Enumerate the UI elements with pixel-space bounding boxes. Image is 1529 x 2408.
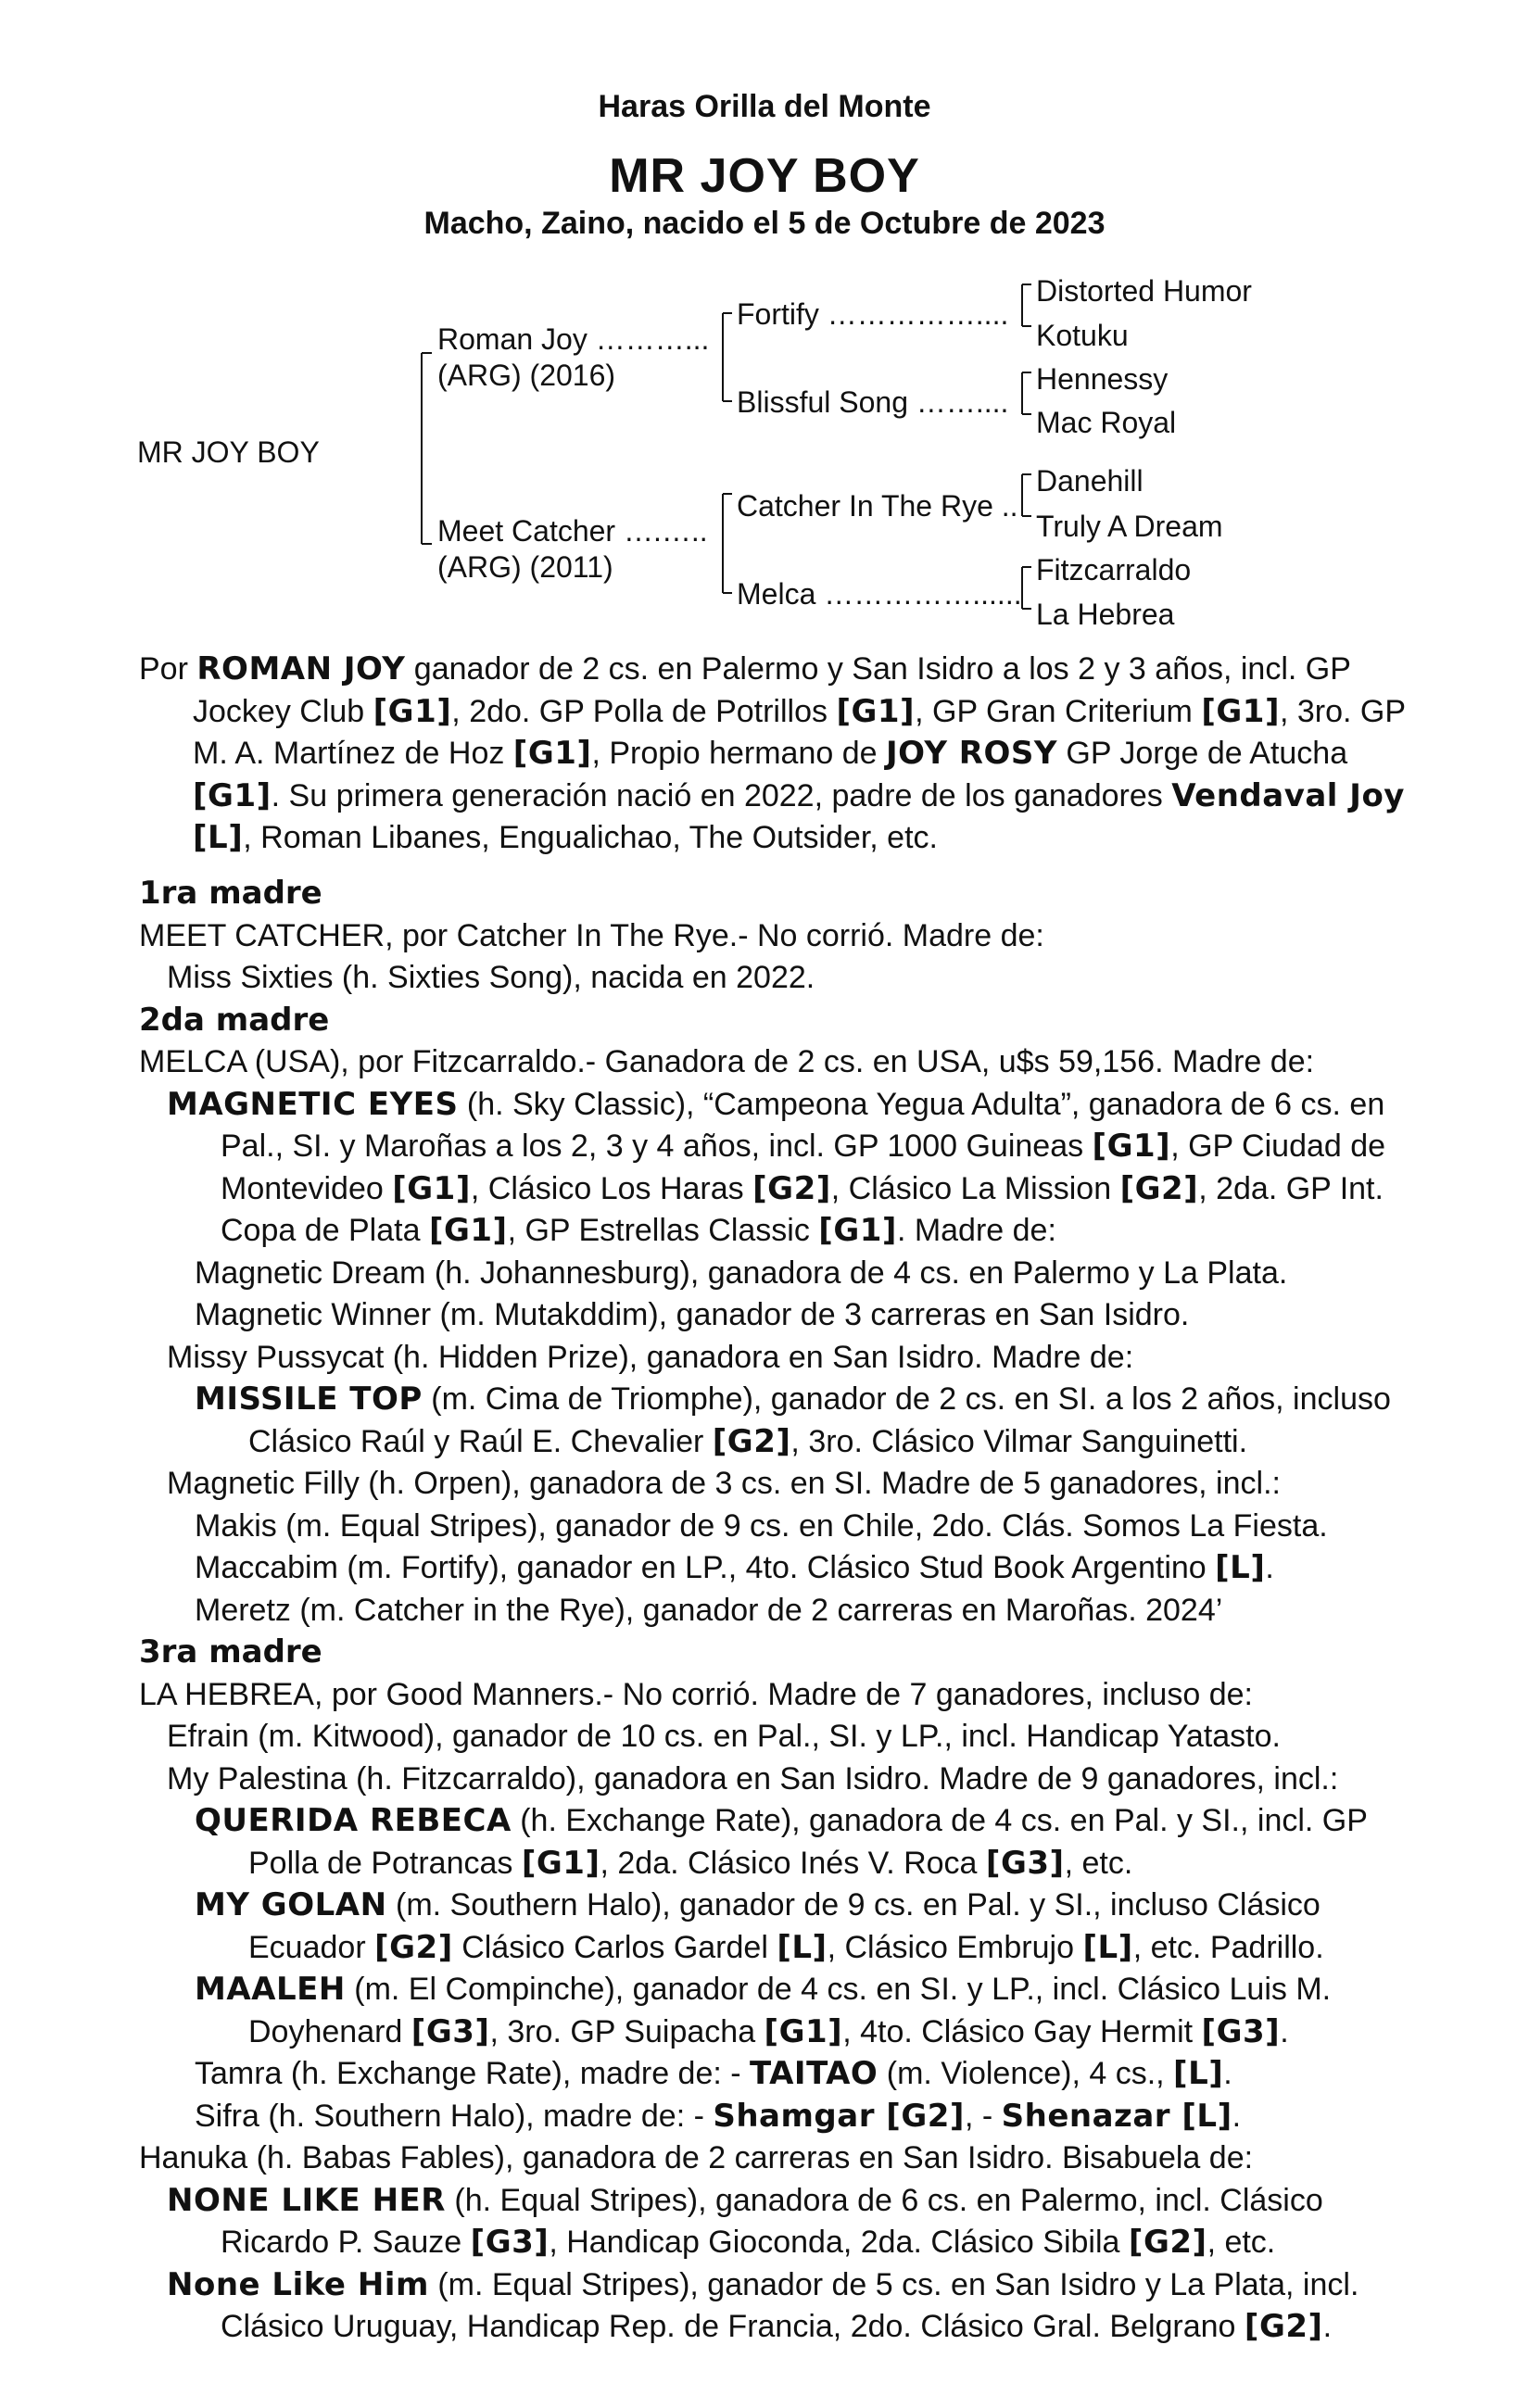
breeder-name: Haras Orilla del Monte — [598, 89, 931, 124]
horse-name-title: MR JOY BOY — [609, 149, 920, 203]
pedigree-dam-sire: Catcher In The Rye .. — [737, 489, 1018, 523]
pedigree-dam: Meet Catcher ….….. — [437, 514, 708, 548]
sire-note — [139, 649, 1409, 860]
pedigree-dam-dam: Melca ……………...... — [737, 577, 1022, 611]
produce-meretz: Meretz (m. Catcher in the Rye), ganador de 2 carreras en Maroñas. 2024’ — [195, 1592, 1223, 1628]
second-dam-line: MELCA (USA), por Fitzcarraldo.- Ganadora de 2 cs. en USA, u$s 59,156. Madre de: — [139, 1044, 1315, 1079]
pedigree-sire-dam: Blissful Song …….... — [737, 385, 1009, 419]
pedigree-ssd: Kotuku — [1036, 319, 1129, 352]
pedigree-dam-info: (ARG) (2011) — [437, 550, 613, 584]
pedigree-sdd: Mac Royal — [1036, 406, 1177, 439]
produce-magnetic-winner: Magnetic Winner (m. Mutakddim), ganador de 3 carreras en San Isidro. — [195, 1297, 1190, 1332]
pedigree-sire-sire: Fortify …………….... — [737, 297, 1009, 331]
produce-hanuka: Hanuka (h. Babas Fables), ganadora de 2 carreras en San Isidro. Bisabuela de: — [139, 2140, 1254, 2175]
pedigree-chart — [0, 0, 1529, 649]
produce-querida-rebeca: QUERIDA REBECA (h. Exchange Rate), ganadora de 4 cs. en Pal. y SI., incl. GP Polla de Potrancas [G1], 2da. Clásico Inés V. Roca [G3], etc. — [195, 1802, 1368, 1882]
pedigree-dss: Danehill — [1036, 464, 1144, 498]
produce-magnetic-dream: Magnetic Dream (h. Johannesburg), ganadora de 4 cs. en Palermo y La Plata. — [195, 1254, 1288, 1291]
produce-sifra: Sifra (h. Southern Halo), madre de: - Shamgar [G2], - Shenazar [L]. — [195, 2097, 1242, 2135]
pedigree-dds: Fitzcarraldo — [1036, 553, 1192, 586]
produce-none-like-her: NONE LIKE HER (h. Equal Stripes), ganadora de 6 cs. en Palermo, incl. Clásico Ricardo P. Sauze [G3], Handicap Gioconda, 2da. Clásico Sibila [G2], etc. — [167, 2181, 1323, 2261]
first-dam-heading: 1ra madre — [139, 875, 322, 912]
pedigree-sds: Hennessy — [1036, 362, 1169, 396]
pedigree-ddd: La Hebrea — [1036, 598, 1175, 631]
first-dam-line: MEET CATCHER, por Catcher In The Rye.- No corrió. Madre de: — [139, 917, 1044, 953]
pedigree-sss: Distorted Humor — [1036, 274, 1252, 308]
produce-maccabim: Maccabim (m. Fortify), ganador en LP., 4to. Clásico Stud Book Argentino [L]. — [195, 1549, 1274, 1586]
first-dam-produce: Miss Sixties (h. Sixties Song), nacida en 2022. — [167, 960, 815, 995]
third-dam-heading: 3ra madre — [139, 1633, 322, 1670]
produce-none-like-him: None Like Him (m. Equal Stripes), ganador de 5 cs. en San Isidro y La Plata, incl. Clásico Uruguay, Handicap Rep. de Francia, 2do. Clásico Gral. Belgrano [G2]. — [167, 2265, 1359, 2345]
second-dam-heading: 2da madre — [139, 1001, 330, 1039]
pedigree-sire-info: (ARG) (2016) — [437, 359, 616, 392]
sire-paragraph: Por ROMAN JOY ganador de 2 cs. en Palermo y San Isidro a los 2 y 3 años, incl. GP Jockey Club [G1], 2do. GP Polla de Potrillos [G1], GP Gran Criterium [G1], 3ro. GP M. A. Martínez de Hoz [G1], Propio hermano de JOY ROSY GP Jorge de Atucha [G1]. Su primera generación nació en 2022, padre de los ganadores Vendaval Joy [L], Roman Libanes, Engualichao, The Outsider, etc. — [139, 650, 1406, 856]
produce-missile-top: MISSILE TOP (m. Cima de Triomphe), ganador de 2 cs. en SI. a los 2 años, incluso Clásico Raúl y Raúl E. Chevalier [G2], 3ro. Clásico Vilmar Sanguinetti. — [195, 1381, 1391, 1460]
produce-magnetic-eyes: MAGNETIC EYES (h. Sky Classic), “Campeona Yegua Adulta”, ganadora de 6 cs. en Pal., SI. y Maroñas a los 2, 3 y 4 años, incl. GP 1000 Guineas [G1], GP Ciudad de Montevideo [G1], Clásico Los Haras [G2], Clásico La Mission [G2], 2da. GP Int. Copa de Plata [G1], GP Estrellas Classic [G1]. Madre de: — [167, 1085, 1386, 1249]
produce-efrain: Efrain (m. Kitwood), ganador de 10 cs. en Pal., SI. y LP., incl. Handicap Yatasto. — [167, 1719, 1281, 1754]
dams-section — [139, 873, 1409, 2349]
produce-my-palestina: My Palestina (h. Fitzcarraldo), ganadora en San Isidro. Madre de 9 ganadores, incl.: — [167, 1760, 1339, 1797]
produce-magnetic-filly: Magnetic Filly (h. Orpen), ganadora de 3 cs. en SI. Madre de 5 ganadores, incl.: — [167, 1466, 1281, 1501]
produce-tamra: Tamra (h. Exchange Rate), madre de: - TAITAO (m. Violence), 4 cs., [L]. — [195, 2055, 1232, 2092]
produce-makis: Makis (m. Equal Stripes), ganador de 9 cs. en Chile, 2do. Clás. Somos La Fiesta. — [195, 1507, 1328, 1544]
pedigree-subject: MR JOY BOY — [137, 435, 320, 469]
horse-description: Macho, Zaino, nacido el 5 de Octubre de 2023 — [423, 206, 1106, 241]
pedigree-dsd: Truly A Dream — [1036, 510, 1223, 543]
produce-my-golan: MY GOLAN (m. Southern Halo), ganador de 9 cs. en Pal. y SI., incluso Clásico Ecuador [G2] Clásico Carlos Gardel [L], Clásico Embrujo [L], etc. Padrillo. — [195, 1886, 1324, 1966]
pedigree-sire: Roman Joy ………... — [437, 322, 710, 356]
produce-missy-pussycat: Missy Pussycat (h. Hidden Prize), ganadora en San Isidro. Madre de: — [167, 1339, 1134, 1375]
third-dam-line: LA HEBREA, por Good Manners.- No corrió. Madre de 7 ganadores, incluso de: — [139, 1676, 1253, 1712]
produce-maaleh: MAALEH (m. El Compinche), ganador de 4 cs. en SI. y LP., incl. Clásico Luis M. Doyhenard [G3], 3ro. GP Suipacha [G1], 4to. Clásico Gay Hermit [G3]. — [195, 1971, 1332, 2050]
